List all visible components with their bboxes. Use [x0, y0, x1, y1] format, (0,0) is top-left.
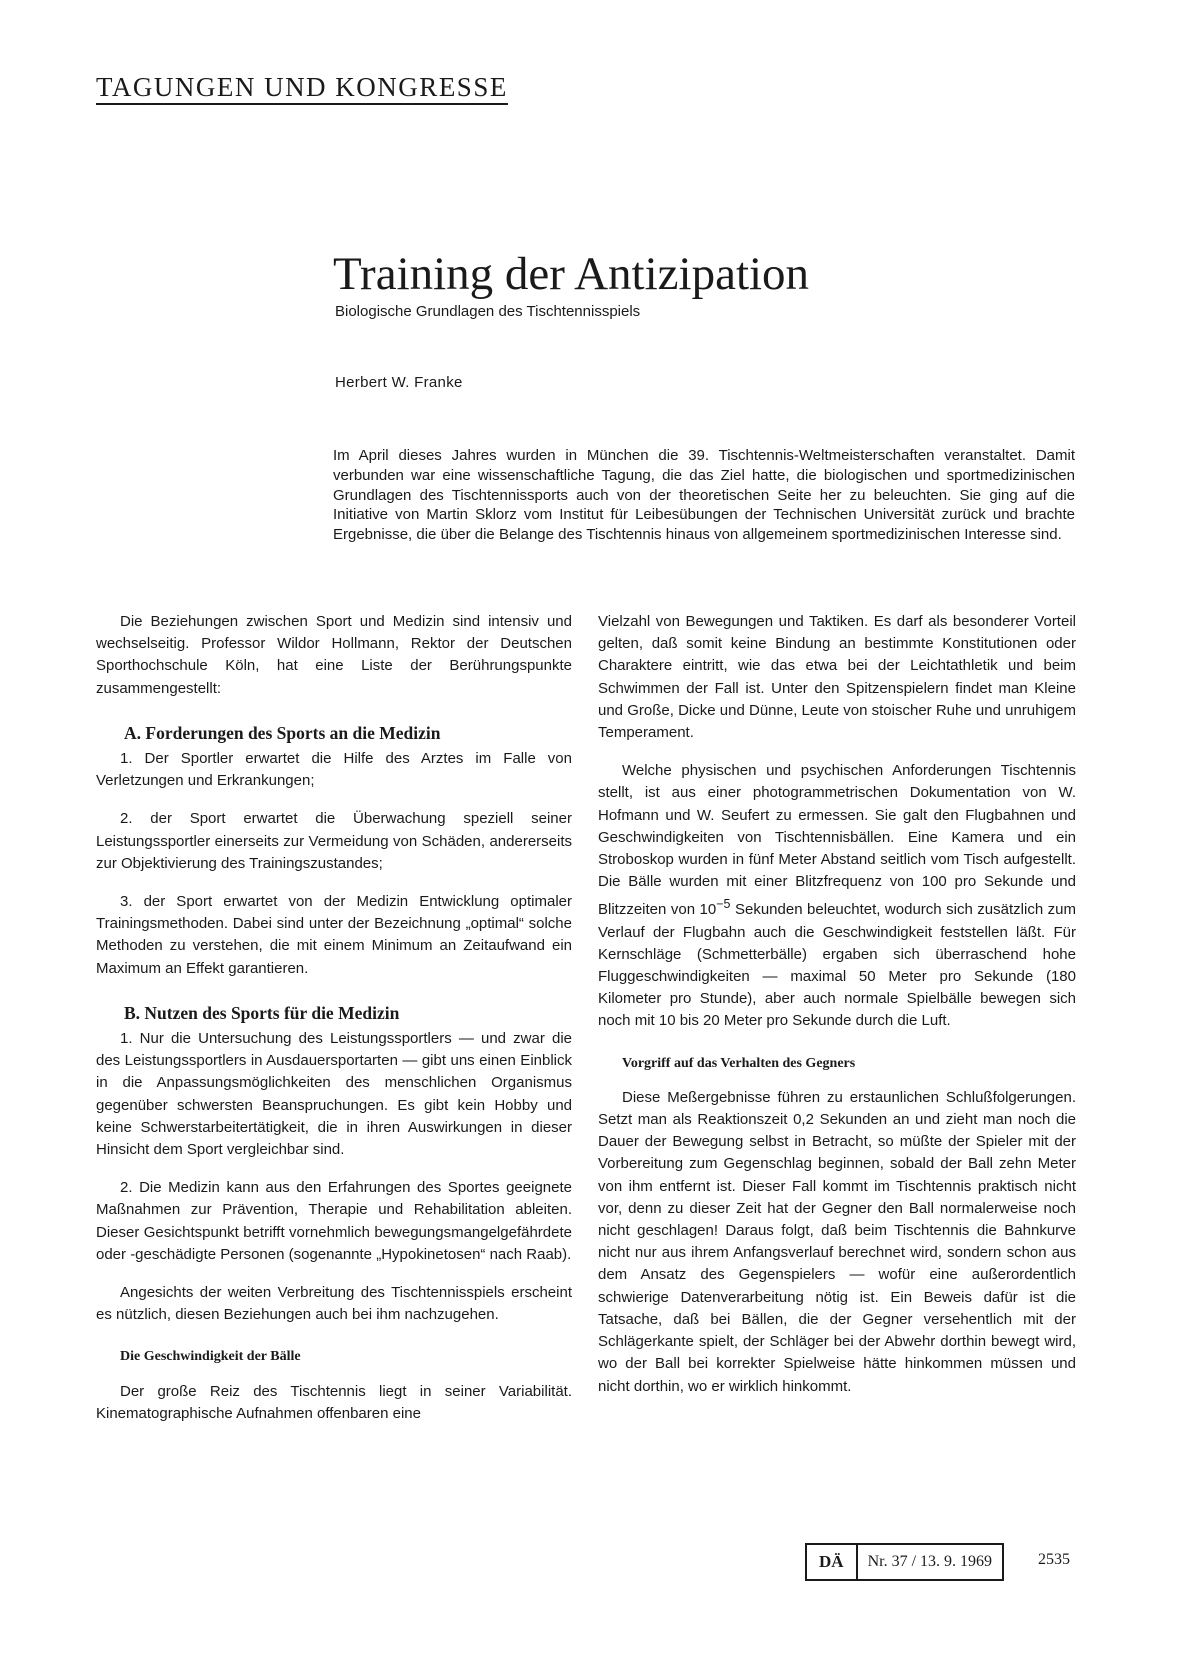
heading-opponent: Vorgriff auf das Verhalten des Gegners: [622, 1055, 856, 1071]
list-item-b1: 1. Nur die Untersuchung des Leistungssportlers — und zwar die des Leistungssportlers in Ausdauersportarten — gibt uns einen Einblick in die Anpassungsmöglichkeiten des menschlichen Organismus gegenüber schwersten Beanspruchungen. Es gibt kein Hobby und keine Schwerstarbeitertätigkeit, die in ihren Auswirkungen in dieser Hinsicht dem Sport vergleichbar sind.: [96, 1030, 572, 1159]
heading-b: B. Nutzen des Sports für die Medizin: [124, 1002, 400, 1023]
abstract-text: Im April dieses Jahres wurden in München die 39. Tischtennis-Weltmeisterschaften veranstaltet. Damit verbunden war eine wissenschaftliche Tagung, die das Ziel hatte, die biologischen und sportmedizinischen Grundlagen des Tischtennissports auch von der theoretischen Seite her zu beleuchten. Sie ging auf die Initiative von Martin Sklorz vom Institut für Leibesübungen der Technischen Universität zurück und brachte Ergebnisse, die über die Belange des Tischtennis hinaus von allgemeinem sportmedizinischen Interesse sind.: [333, 447, 1075, 544]
left-column: [96, 611, 572, 1441]
list-item-a2: 2. der Sport erwartet die Überwachung speziell seiner Leistungssportler einerseits zur Vermeidung von Schäden, andererseits zur Objektivierung des Trainingszustandes;: [96, 810, 572, 872]
section-label: TAGUNGEN UND KONGRESSE: [96, 72, 508, 105]
intro-paragraph: Die Beziehungen zwischen Sport und Medizin sind intensiv und wechselseitig. Professor Wildor Hollmann, Rektor der Deutschen Sporthochschule Köln, hat eine Liste der Berührungspunkte zusammengestellt:: [96, 613, 572, 697]
measurement-text-after: Sekunden beleuchtet, wodurch sich zusätzlich zum Verlauf der Flugbahn auch die Geschwindigkeit feststellen läßt. Für Kernschläge (Schmetterbälle) ergaben sich überraschend hohe Fluggeschwindigkeiten — maximal 50 Meter pro Sekunde (180 Kilometer pro Stunde), aber auch normale Spielbälle bewegen sich noch mit 10 bis 20 Meter pro Sekunde durch die Luft.: [598, 901, 1076, 1030]
list-item-a3: 3. der Sport erwartet von der Medizin Entwicklung optimaler Trainingsmethoden. Dabei sind unter der Bezeichnung „optimal“ solche Methoden zu verstehen, die mit einem Minimum an Zeitaufwand ein Maximum an Effekt garantieren.: [96, 893, 572, 977]
heading-speed: Die Geschwindigkeit der Bälle: [120, 1349, 301, 1365]
heading-a: A. Forderungen des Sports an die Medizin: [124, 722, 441, 743]
article-subtitle: Biologische Grundlagen des Tischtennisspiels: [335, 303, 641, 320]
article-author: Herbert W. Franke: [335, 374, 463, 391]
right-column: [598, 611, 1076, 1414]
list-item-b2: 2. Die Medizin kann aus den Erfahrungen des Sportes geeignete Maßnahmen zur Prävention, Therapie und Rehabilitation ableiten. Dieser Gesichtspunkt betrifft vornehmlich bewegungsmangelgefährdete oder -geschädigte Personen (sogenannte „Hypokinetosen“ nach Raab).: [96, 1179, 572, 1263]
list-item-a1: 1. Der Sportler erwartet die Hilfe des Arztes im Falle von Verletzungen und Erkrankungen;: [96, 750, 572, 790]
continuation-paragraph: Vielzahl von Bewegungen und Taktiken. Es darf als besonderer Vorteil gelten, daß somit keine Bindung an bestimmte Konstitutionen oder Charaktere eintritt, wie das etwa bei der Leichtathletik und beim Schwimmen der Fall ist. Unter den Spitzenspielern findet man Kleine und Große, Dicke und Dünne, Leute von stoischer Ruhe und unruhigem Temperament.: [598, 613, 1076, 742]
anticipation-paragraph: Diese Meßergebnisse führen zu erstaunlichen Schlußfolgerungen. Setzt man als Reaktionszeit 0,2 Sekunden an und zieht man noch die Dauer der Bewegung selbst in Betracht, so müßte der Spieler mit der Vorbereitung zum Gegenschlag beginnen, sobald der Ball zehn Meter von ihm entfernt ist. Dieser Fall kommt im Tischtennis praktisch nicht vor, denn zu dieser Zeit hat der Gegner den Ball normalerweise noch nicht geschlagen! Daraus folgt, daß beim Tischtennis die Bahnkurve nicht nur aus ihrem Anfangsverlauf berechnet wird, sondern schon aus dem Ansatz des Gegenspielers — wofür eine außerordentlich schwierige Datenverarbeitung nötig ist. Ein Beweis dafür ist die Tatsache, daß bei Bällen, die der Gegner versehentlich mit der Schlägerkante spielt, der Schläger bei der Abwehr dorthin bewegt wird, wo der Ball bei korrekter Spielweise hätte hinkommen müssen und nicht dorthin, wo er wirklich hinkommt.: [598, 1088, 1076, 1395]
measurement-paragraph: [598, 760, 1076, 1032]
closing-paragraph: Angesichts der weiten Verbreitung des Tischtennisspiels erscheint es nützlich, diesen Beziehungen auch bei ihm nachzugehen.: [96, 1284, 572, 1324]
exponent: −5: [716, 897, 731, 912]
journal-footer: [805, 1543, 1004, 1581]
measurement-text-before: Welche physischen und psychischen Anforderungen Tischtennis stellt, ist aus einer photogrammetrischen Dokumentation von W. Hofmann und W. Seufert zu ermessen. Sie galt den Flugbahnen und Geschwindigkeiten von Tischtennisbällen. Eine Kamera und ein Stroboskop wurden in fünf Meter Abstand seitlich vom Tisch aufgestellt. Die Bälle wurden mit einer Blitzfrequenz von 100 pro Sekunde und Blitzzeiten von 10: [598, 762, 1076, 919]
speed-paragraph: Der große Reiz des Tischtennis liegt in seiner Variabilität. Kinematographische Aufnahmen offenbaren eine: [96, 1382, 572, 1422]
abstract: [333, 446, 1075, 545]
article-title: Training der Antizipation: [333, 248, 810, 301]
page-number: 2535: [1038, 1551, 1070, 1568]
issue-number: Nr. 37 / 13. 9. 1969: [867, 1553, 993, 1570]
journal-logo: DÄ: [807, 1545, 858, 1579]
